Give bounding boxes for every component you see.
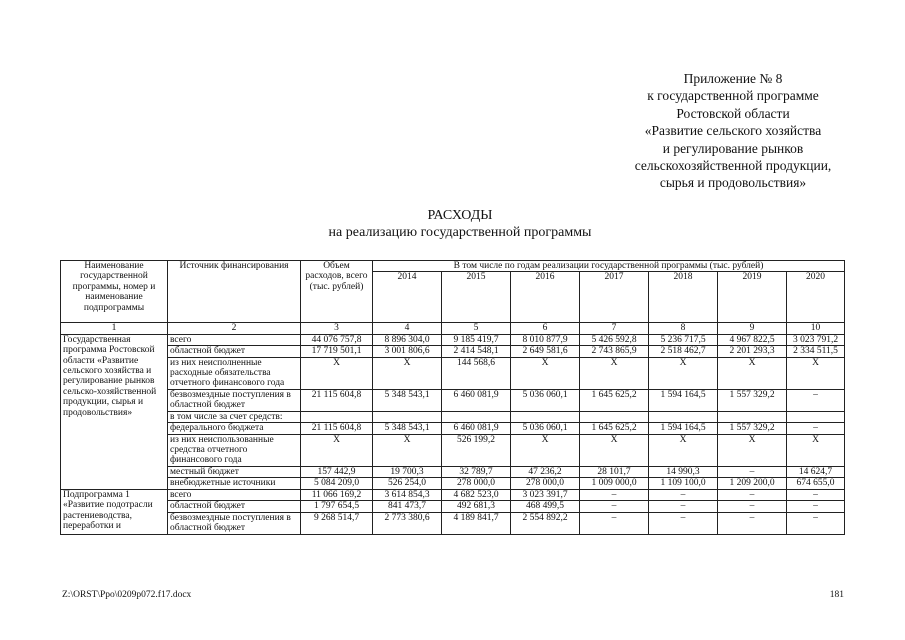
- table-row: [61, 357, 845, 389]
- year-value-cell: –: [649, 489, 718, 500]
- total-value-cell: 1 797 654,5: [301, 501, 373, 512]
- total-value-cell: X: [301, 434, 373, 466]
- year-value-cell: X: [718, 434, 787, 466]
- year-value-cell: [373, 411, 442, 422]
- table-row: [61, 466, 845, 477]
- year-value-cell: 9 185 419,7: [442, 334, 511, 345]
- year-value-cell: 28 101,7: [580, 466, 649, 477]
- year-value-cell: 1 209 200,0: [718, 478, 787, 489]
- column-number: 6: [511, 323, 580, 334]
- header-year: 2014: [373, 272, 442, 323]
- total-value-cell: [301, 411, 373, 422]
- year-value-cell: –: [787, 512, 845, 534]
- year-value-cell: –: [787, 501, 845, 512]
- header-year: 2016: [511, 272, 580, 323]
- appendix-line: Приложение № 8: [683, 71, 783, 86]
- total-value-cell: 21 115 604,8: [301, 423, 373, 434]
- year-value-cell: 5 348 543,1: [373, 423, 442, 434]
- header-year: 2020: [787, 272, 845, 323]
- year-value-cell: [580, 411, 649, 422]
- year-value-cell: –: [787, 389, 845, 411]
- year-value-cell: [787, 411, 845, 422]
- year-value-cell: –: [718, 512, 787, 534]
- funding-source-cell: местный бюджет: [168, 466, 301, 477]
- total-value-cell: 157 442,9: [301, 466, 373, 477]
- funding-source-cell: всего: [168, 334, 301, 345]
- year-value-cell: 3 023 791,2: [787, 334, 845, 345]
- year-value-cell: [718, 411, 787, 422]
- header-program-name: Наименование государственной программы, номер и наименование подпрограммы: [61, 261, 168, 323]
- footer-page-number: 181: [829, 590, 844, 600]
- appendix-line: сырья и продовольствия»: [659, 175, 807, 191]
- year-value-cell: 3 614 854,3: [373, 489, 442, 500]
- year-value-cell: 278 000,0: [511, 478, 580, 489]
- table-row: [61, 489, 845, 500]
- column-number: 5: [442, 323, 511, 334]
- table-row: [61, 434, 845, 466]
- table-row: [61, 501, 845, 512]
- header-year: 2017: [580, 272, 649, 323]
- year-value-cell: 144 568,6: [442, 357, 511, 389]
- year-value-cell: 5 036 060,1: [511, 423, 580, 434]
- year-value-cell: 19 700,3: [373, 466, 442, 477]
- appendix-line: сельскохозяйственной продукции,: [634, 158, 832, 174]
- year-value-cell: 5 348 543,1: [373, 389, 442, 411]
- funding-source-cell: всего: [168, 489, 301, 500]
- total-value-cell: 17 719 501,1: [301, 346, 373, 357]
- header-total: Объем расходов, всего (тыс. рублей): [301, 261, 373, 323]
- year-value-cell: 14 990,3: [649, 466, 718, 477]
- year-value-cell: X: [649, 357, 718, 389]
- year-value-cell: X: [580, 434, 649, 466]
- table-row: [61, 389, 845, 411]
- year-value-cell: 2 743 865,9: [580, 346, 649, 357]
- header-year: 2018: [649, 272, 718, 323]
- subprogram-name-cell: Подпрограмма 1 «Развитие подотрасли растениеводства, переработки и: [61, 489, 168, 534]
- column-number: 9: [718, 323, 787, 334]
- year-value-cell: 5 036 060,1: [511, 389, 580, 411]
- year-value-cell: [442, 411, 511, 422]
- year-value-cell: 32 789,7: [442, 466, 511, 477]
- year-value-cell: 526 199,2: [442, 434, 511, 466]
- document-title: [300, 207, 620, 241]
- year-value-cell: X: [511, 434, 580, 466]
- funding-source-cell: в том числе за счет средств:: [168, 411, 301, 422]
- column-number: 10: [787, 323, 845, 334]
- year-value-cell: –: [580, 512, 649, 534]
- year-value-cell: 2 414 548,1: [442, 346, 511, 357]
- column-number: 3: [301, 323, 373, 334]
- year-value-cell: 278 000,0: [442, 478, 511, 489]
- year-value-cell: 1 645 625,2: [580, 423, 649, 434]
- year-value-cell: 674 655,0: [787, 478, 845, 489]
- year-value-cell: X: [511, 357, 580, 389]
- year-value-cell: –: [787, 489, 845, 500]
- year-value-cell: 492 681,3: [442, 501, 511, 512]
- year-value-cell: –: [580, 501, 649, 512]
- program-name-cell: Государственная программа Ростовской области «Развитие сельского хозяйства и регулирование рынков сельско-хозяйственной продукции, сырья и продовольствия»: [61, 334, 168, 489]
- appendix-line: «Развитие сельского хозяйства: [644, 123, 822, 139]
- title-line-1: РАСХОДЫ: [427, 208, 493, 223]
- total-value-cell: 9 268 514,7: [301, 512, 373, 534]
- header-year: 2019: [718, 272, 787, 323]
- header-years-group: В том числе по годам реализации государственной программы (тыс. рублей): [373, 261, 845, 272]
- column-number: 4: [373, 323, 442, 334]
- year-value-cell: 468 499,5: [511, 501, 580, 512]
- year-value-cell: 2 334 511,5: [787, 346, 845, 357]
- year-value-cell: –: [649, 501, 718, 512]
- table-row: [61, 423, 845, 434]
- year-value-cell: 5 236 717,5: [649, 334, 718, 345]
- year-value-cell: X: [580, 357, 649, 389]
- year-value-cell: 2 518 462,7: [649, 346, 718, 357]
- year-value-cell: 841 473,7: [373, 501, 442, 512]
- year-value-cell: 8 010 877,9: [511, 334, 580, 345]
- column-number: 1: [61, 323, 168, 334]
- year-value-cell: 3 001 806,6: [373, 346, 442, 357]
- year-value-cell: 1 009 000,0: [580, 478, 649, 489]
- funding-source-cell: внебюджетные источники: [168, 478, 301, 489]
- funding-source-cell: безвозмездные поступления в областной бюджет: [168, 389, 301, 411]
- year-value-cell: [649, 411, 718, 422]
- year-value-cell: 2 773 380,6: [373, 512, 442, 534]
- year-value-cell: 47 236,2: [511, 466, 580, 477]
- funding-source-cell: федерального бюджета: [168, 423, 301, 434]
- total-value-cell: 5 084 209,0: [301, 478, 373, 489]
- funding-source-cell: областной бюджет: [168, 346, 301, 357]
- year-value-cell: X: [649, 434, 718, 466]
- expenses-table: [60, 260, 845, 535]
- total-value-cell: X: [301, 357, 373, 389]
- funding-source-cell: областной бюджет: [168, 501, 301, 512]
- total-value-cell: 44 076 757,8: [301, 334, 373, 345]
- year-value-cell: –: [787, 423, 845, 434]
- appendix-line: и регулирование рынков: [662, 140, 804, 156]
- year-value-cell: –: [580, 489, 649, 500]
- appendix-line: к государственной программе: [647, 88, 819, 104]
- year-value-cell: 526 254,0: [373, 478, 442, 489]
- title-line-2: на реализацию государственной программы: [328, 225, 592, 240]
- year-value-cell: 1 594 164,5: [649, 389, 718, 411]
- year-value-cell: [511, 411, 580, 422]
- funding-source-cell: безвозмездные поступления в областной бюджет: [168, 512, 301, 534]
- year-value-cell: –: [718, 466, 787, 477]
- table-row: [61, 512, 845, 534]
- year-value-cell: 2 649 581,6: [511, 346, 580, 357]
- year-value-cell: 1 645 625,2: [580, 389, 649, 411]
- column-number: 2: [168, 323, 301, 334]
- year-value-cell: 2 554 892,2: [511, 512, 580, 534]
- appendix-heading: [608, 70, 858, 192]
- total-value-cell: 21 115 604,8: [301, 389, 373, 411]
- year-value-cell: 1 594 164,5: [649, 423, 718, 434]
- year-value-cell: X: [373, 434, 442, 466]
- funding-source-cell: из них неиспользованные средства отчетного финансового года: [168, 434, 301, 466]
- year-value-cell: 1 109 100,0: [649, 478, 718, 489]
- year-value-cell: 14 624,7: [787, 466, 845, 477]
- year-value-cell: –: [718, 501, 787, 512]
- appendix-line: Ростовской области: [676, 105, 790, 121]
- year-value-cell: 5 426 592,8: [580, 334, 649, 345]
- year-value-cell: 6 460 081,9: [442, 389, 511, 411]
- year-value-cell: 1 557 329,2: [718, 423, 787, 434]
- year-value-cell: 4 189 841,7: [442, 512, 511, 534]
- year-value-cell: 6 460 081,9: [442, 423, 511, 434]
- header-source: Источник финансирования: [168, 261, 301, 323]
- total-value-cell: 11 066 169,2: [301, 489, 373, 500]
- year-value-cell: 3 023 391,7: [511, 489, 580, 500]
- year-value-cell: –: [649, 512, 718, 534]
- header-year: 2015: [442, 272, 511, 323]
- year-value-cell: X: [787, 434, 845, 466]
- year-value-cell: 2 201 293,3: [718, 346, 787, 357]
- column-number: 8: [649, 323, 718, 334]
- table-row: [61, 478, 845, 489]
- table-row: [61, 346, 845, 357]
- year-value-cell: 4 682 523,0: [442, 489, 511, 500]
- table-row: [61, 334, 845, 345]
- year-value-cell: 8 896 304,0: [373, 334, 442, 345]
- year-value-cell: –: [718, 489, 787, 500]
- funding-source-cell: из них неисполненные расходные обязательства отчетного финансового года: [168, 357, 301, 389]
- year-value-cell: 1 557 329,2: [718, 389, 787, 411]
- year-value-cell: X: [373, 357, 442, 389]
- year-value-cell: X: [787, 357, 845, 389]
- table-row: [61, 411, 845, 422]
- year-value-cell: 4 967 822,5: [718, 334, 787, 345]
- column-number: 7: [580, 323, 649, 334]
- year-value-cell: X: [718, 357, 787, 389]
- footer-file-path: Z:\ORST\Ppo\0209p072.f17.docx: [62, 590, 192, 600]
